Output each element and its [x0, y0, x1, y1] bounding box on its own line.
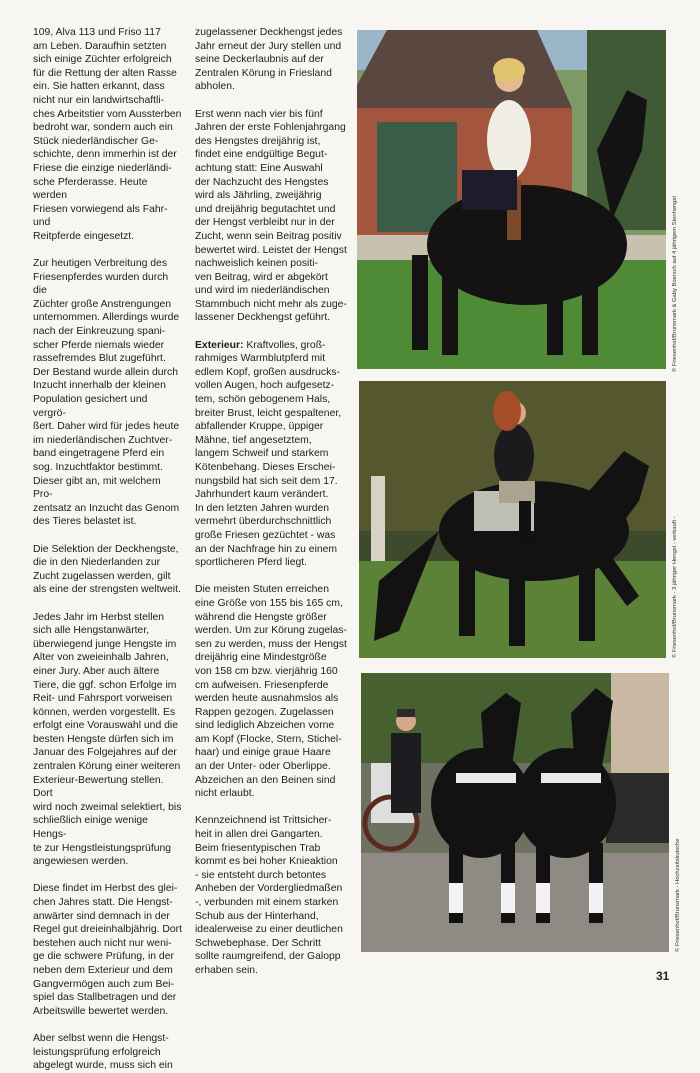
page-number: 31	[656, 969, 670, 983]
photo-horse-rider-barn	[357, 30, 666, 369]
photo-credit: © Friesenhof/Brunsmark - 3 jähriger Hengst - verkauft -	[672, 516, 678, 658]
paragraph: Erst wenn nach vier bis fünf Jahren der erste Fohlenjahrgang des Hengstes dreijährig ist, findet eine endgültige Begut- achtung statt: Eine Auswahl der Nachzucht des Hengstes wird als Jährling, zweijährig und dreijährig begutachtet und der Hengst verbleibt nur in der Zucht, wenn sein Beitrag positiv bewertet wird. Leistet der Hengst nachweislich keinen positi- ven Beitrag, wird er abgekört und wird im niederländischen Stammbuch nicht mehr als zuge- lassener Deckhengst geführt.	[195, 108, 347, 324]
paragraph: 109, Alva 113 und Friso 117 am Leben. Daraufhin setzten sich einige Züchter erfolgreich für die Rettung der alten Rasse ein. Sie hatten erkannt, dass nicht nur ein landwirtschaftli- ches Arbeitstier vom Aussterben bedroht war, sondern auch ein Stück niederländischer Ge- schichte, denn immerhin ist der Friese die einzige niederländi- sche Pferderasse. Heute werden Friesen vorwiegend als Fahr- und Reitpferde eingesetzt.	[33, 27, 182, 242]
paragraph: Aber selbst wenn die Hengst- leistungsprüfung erfolgreich abgelegt wurde, muss sich ein	[33, 1032, 173, 1072]
section-lead: Exterieur:	[195, 339, 244, 351]
paragraph: Kennzeichnend ist Trittsicher- heit in allen drei Gangarten. Beim friesentypischen Trab kommt es bei hoher Knieaktion - sie entsteht durch betontes Anheben der Vordergliedmaßen -, verbunden mit einem starken Schub aus der Hinterhand, idealerweise zu einer deutlichen Schwebephase. Der Schritt sollte raumgreifend, der Galopp erhaben sein.	[195, 815, 343, 976]
paragraph: Diese findet im Herbst des glei- chen Jahres statt. Die Hengst- anwärter sind demnach in der Regel gut dreieinhalbjährig. Dort bestehen auch nicht nur weni- ge die schwere Prüfung, in der neben dem Exterieur und dem Gangvermögen auch zum Bei- spiel das Stallbetragen und der Arbeitswille bewertet werden.	[33, 883, 183, 1017]
photo-credit: © Friesenhof/Brunsmark & Gaby Boersch auf 4 jährigem Stenhengst	[672, 195, 678, 372]
paragraph-exterieur	[195, 339, 347, 570]
text-column-middle	[195, 26, 347, 978]
paragraph: Die Selektion der Deckhengste, die in den Niederlanden zur Zucht zugelassen werden, gilt als eine der strengsten weltweit.	[33, 543, 181, 596]
paragraph: Die meisten Stuten erreichen eine Größe von 155 bis 165 cm, während die Hengste größer werden. Um zur Körung zugelas- sen zu werden, muss der Hengst dreijährig eine Mindestgröße von 158 cm bzw. vierjährig 160 cm aufweisen. Friesenpferde werden heute ausnahmslos als Rappen gezogen. Zugelassen sind lediglich Abzeichen vorne am Kopf (Flocke, Stern, Stichel- haar) und einige graue Haare an der Unter- oder Oberlippe. Abzeichen an den Beinen sind nicht erlaubt.	[195, 584, 347, 800]
paragraph: Zur heutigen Verbreitung des Friesenpferdes wurden durch die Züchter große Anstrengungen unternommen. Allerdings wurde nach der Einkreuzung spani- scher Pferde niemals wieder rassefremdes Blut zugeführt. Der Bestand wurde allein durch Inzucht innerhalb der kleinen Population gesichert und vergrö- ßert. Daher wird für jedes heute im niederländischen Zuchtver- band eingetragene Pferd ein sog. Inzuchtfaktor bestimmt. Dieser gibt an, mit welchem Pro- zentsatz an Inzucht das Genom des Tieres belastet ist.	[33, 258, 180, 528]
photo-wedding-carriage	[361, 673, 669, 952]
photo-credit: © Friesenhof/Brunsmark - Hochzeitskutsche	[675, 838, 681, 952]
text-column-left	[33, 26, 183, 1073]
paragraph: Jedes Jahr im Herbst stellen sich alle Hengstanwärter, überwiegend junge Hengste im Alter von zweieinhalb Jahren, einer Jury. Aber auch ältere Tiere, die ggf. schon Erfolge im Reit- und Fahrsport vorweisen können, werden vorgestellt. Es erfolgt eine Vorauswahl und die besten Hengste dürfen sich im Januar des Folgejahres auf der zentralen Körung einer weiteren Exterieur-Bewertung stellen. Dort wird noch zweimal selektiert, bis schließlich einige wenige Hengs- te zur Hengstleistungsprüfung angewiesen werden.	[33, 611, 182, 868]
paragraph: zugelassener Deckhengst jedes Jahr erneut der Jury stellen und seine Deckerlaubnis auf der Zentralen Körung in Friesland abholen.	[195, 27, 343, 93]
photo-trotting-horse	[359, 381, 666, 658]
paragraph-text: Kraftvolles, groß- rahmiges Warmblutpferd mit edlem Kopf, großen ausdrucks- vollen Augen, hoch aufgesetz- tem, schön gebogenem Hals, breiter Brust, leicht gespaltener, abfallender Kruppe, üppiger Mähne, tief angesetztem, langem Schweif und starkem Kötenbehang. Dieses Erschei- nungsbild hat sich seit dem 17. Jahrhundert kaum verändert. In den letzten Jahren wurden vermehrt überdurchschnittlich große Friesen gezüchtet - was an der Nachfrage hin zu einem sportlicheren Pferd liegt.	[195, 339, 342, 569]
